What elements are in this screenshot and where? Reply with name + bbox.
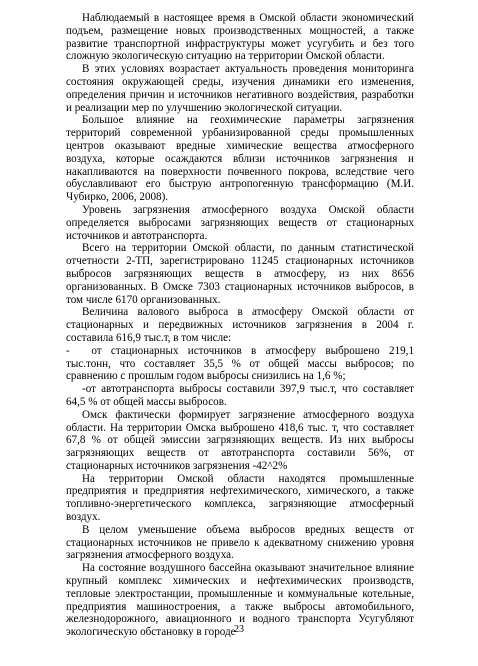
list-dash: - bbox=[66, 344, 70, 357]
paragraph-pollution-level: Уровень загрязнения атмосферного воздуха Омской области определяется выбросами загрязняющих веществ от стационарных источников и автотранспорта. bbox=[66, 203, 414, 242]
paragraph-economic-growth: Наблюдаемый в настоящее время в Омской области экономический подъем, размещение новых производственных мощностей, а также развитие транспортной инфраструктуры может усугубить и без того сложную экологическую ситуацию на территории Омской области. bbox=[66, 12, 414, 63]
list-item-stationary bbox=[66, 345, 414, 383]
paragraph-omsk-emissions: Омск фактически формирует загрязнение атмосферного воздуха области. На территории Омска выброшено 418,6 тыс. т, что составляет 67,8 % от общей эмиссии загрязняющих веществ. Из них выбросы загрязняющих веществ от автотранспорта составили 56%, от стационарных источников загрязнения -42^2% bbox=[66, 408, 414, 472]
page-number: 23 bbox=[234, 624, 244, 635]
paragraph-monitoring: В этих условиях возрастает актуальность проведения мониторинга состояния окружающей среды, изучения динамики его изменения, определения причин и источников негативного воздействия, разработки и реализации мер по улучшению экологической ситуации. bbox=[66, 63, 414, 114]
list-item-transport: -от автотранспорта выбросы составили 397,9 тыс.т, что составляет 64,5 % от общей массы выбросов. bbox=[66, 383, 414, 408]
paragraph-air-basin: На состояние воздушного бассейна оказывают значительное влияние крупный комплекс химических и нефтехимических производств, тепловые электростанции, промышленные и коммунальные котельные, предприятия машиностроения, а также выбросы автомобильного, железнодорожного, авиационного и водного транспорта Усугубляют экологическую обстановку в городе bbox=[66, 562, 414, 639]
list-item-stationary-text: от стационарных источников в атмосферу выброшено 219,1 тыс.тонн, что составляет 35,5 % от общей массы выбросов; по сравнению с прошлым годом выбросы снизились на 1,6 %; bbox=[66, 344, 414, 383]
paragraph-geochemical: Большое влияние на геохимические параметры загрязнения территорий современной урбанизированной среды промышленных центров оказывают вредные химические вещества атмосферного воздуха, которые осаждаются вблизи источников загрязнения и накапливаются на поверхности почвенного покрова, вследствие чего обуславливают его быструю антропогенную трансформацию (М.И. Чубирко, 2006, 2008). bbox=[66, 114, 414, 204]
paragraph-sources-count: Всего на территории Омской области, по данным статистической отчетности 2-ТП, зарегистрировано 11245 стационарных источников выбросов загрязняющих веществ в атмосферу, из них 8656 организованных. В Омске 7303 стационарных источников выбросов, в том числе 6170 организованных. bbox=[66, 242, 414, 306]
body-text bbox=[66, 12, 414, 639]
paragraph-gross-emission: Величина валового выброса в атмосферу Омской области от стационарных и передвижных источников загрязнения в 2004 г. составила 616,9 тыс.т, в том числе: bbox=[66, 306, 414, 344]
paragraph-reduction: В целом уменьшение объема выбросов вредных веществ от стационарных источников не привело к адекватному снижению уровня загрязнения атмосферного воздуха. bbox=[66, 523, 414, 562]
paragraph-industry: На территории Омской области находятся промышленные предприятия и предприятия нефтехимического, химического, а также топливно-энергетического комплекса, загрязняющие атмосферный воздух. bbox=[66, 472, 414, 524]
